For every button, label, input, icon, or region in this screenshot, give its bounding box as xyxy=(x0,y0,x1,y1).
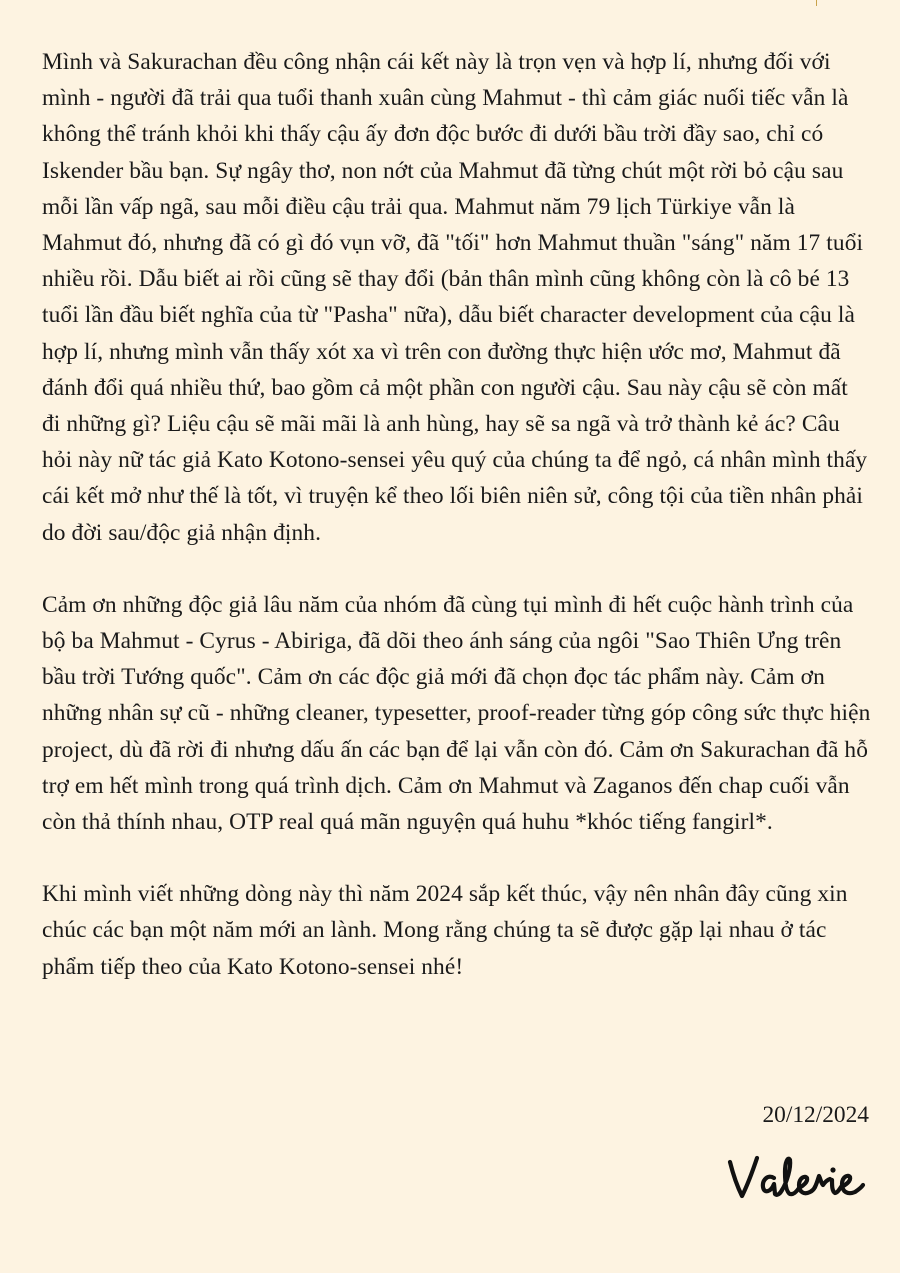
letter-date: 20/12/2024 xyxy=(762,1102,869,1128)
paragraph-new-year: Khi mình viết những dòng này thì năm 2024 sắp kết thúc, vậy nên nhân đây cũng xin chúc các bạn một năm mới an lành. Mong rằng chúng ta sẽ được gặp lại nhau ở tác phẩm tiếp theo của Kato Kotono-sensei nhé! xyxy=(42,881,848,980)
paragraph-thanks: Cảm ơn những độc giả lâu năm của nhóm đã cùng tụi mình đi hết cuộc hành trình của bộ ba Mahmut - Cyrus - Abiriga, đã dõi theo ánh sáng của ngôi "Sao Thiên Ưng trên bầu trời Tướng quốc". Cảm ơn các độc giả mới đã chọn đọc tác phẩm này. Cảm ơn những nhân sự cũ - những cleaner, typesetter, proof-reader từng góp công sức thực hiện project, dù đã rời đi nhưng dấu ấn các bạn để lại vẫn còn đó. Cảm ơn Sakurachan đã hỗ trợ em hết mình trong quá trình dịch. Cảm ơn Mahmut và Zaganos đến chap cuối vẫn còn thả thính nhau, OTP real quá mãn nguyện quá huhu *khóc tiếng fangirl*. xyxy=(42,591,871,836)
top-edge-mark xyxy=(816,0,817,6)
handwritten-signature xyxy=(724,1148,874,1206)
paragraph-reflection: Mình và Sakurachan đều công nhận cái kết này là trọn vẹn và hợp lí, nhưng đối với mình - người đã trải qua tuổi thanh xuân cùng Mahmut - thì cảm giác nuối tiếc vẫn là không thể tránh khỏi khi thấy cậu ấy đơn độc bước đi dưới bầu trời đầy sao, chỉ có Iskender bầu bạn. Sự ngây thơ, non nớt của Mahmut đã từng chút một rời bỏ cậu sau mỗi lần vấp ngã, sau mỗi điều cậu trải qua. Mahmut năm 79 lịch Türkiye vẫn là Mahmut đó, nhưng đã có gì đó vụn vỡ, đã "tối" hơn Mahmut thuần "sáng" năm 17 tuổi nhiều rồi. Dẫu biết ai rồi cũng sẽ thay đổi (bản thân mình cũng không còn là cô bé 13 tuổi lần đầu biết nghĩa của từ "Pasha" nữa), dẫu biết character development của cậu là hợp lí, nhưng mình vẫn thấy xót xa vì trên con đường thực hiện ước mơ, Mahmut đã đánh đổi quá nhiều thứ, bao gồm cả một phần con người cậu. Sau này cậu sẽ còn mất đi những gì? Liệu cậu sẽ mãi mãi là anh hùng, hay sẽ sa ngã và trở thành kẻ ác? Câu hỏi này nữ tác giả Kato Kotono-sensei yêu quý của chúng ta để ngỏ, cá nhân mình thấy cái kết mở như thế là tốt, vì truyện kể theo lối biên niên sử, công tội của tiền nhân phải do đời sau/độc giả nhận định. xyxy=(42,49,868,546)
letter-body xyxy=(42,44,872,985)
